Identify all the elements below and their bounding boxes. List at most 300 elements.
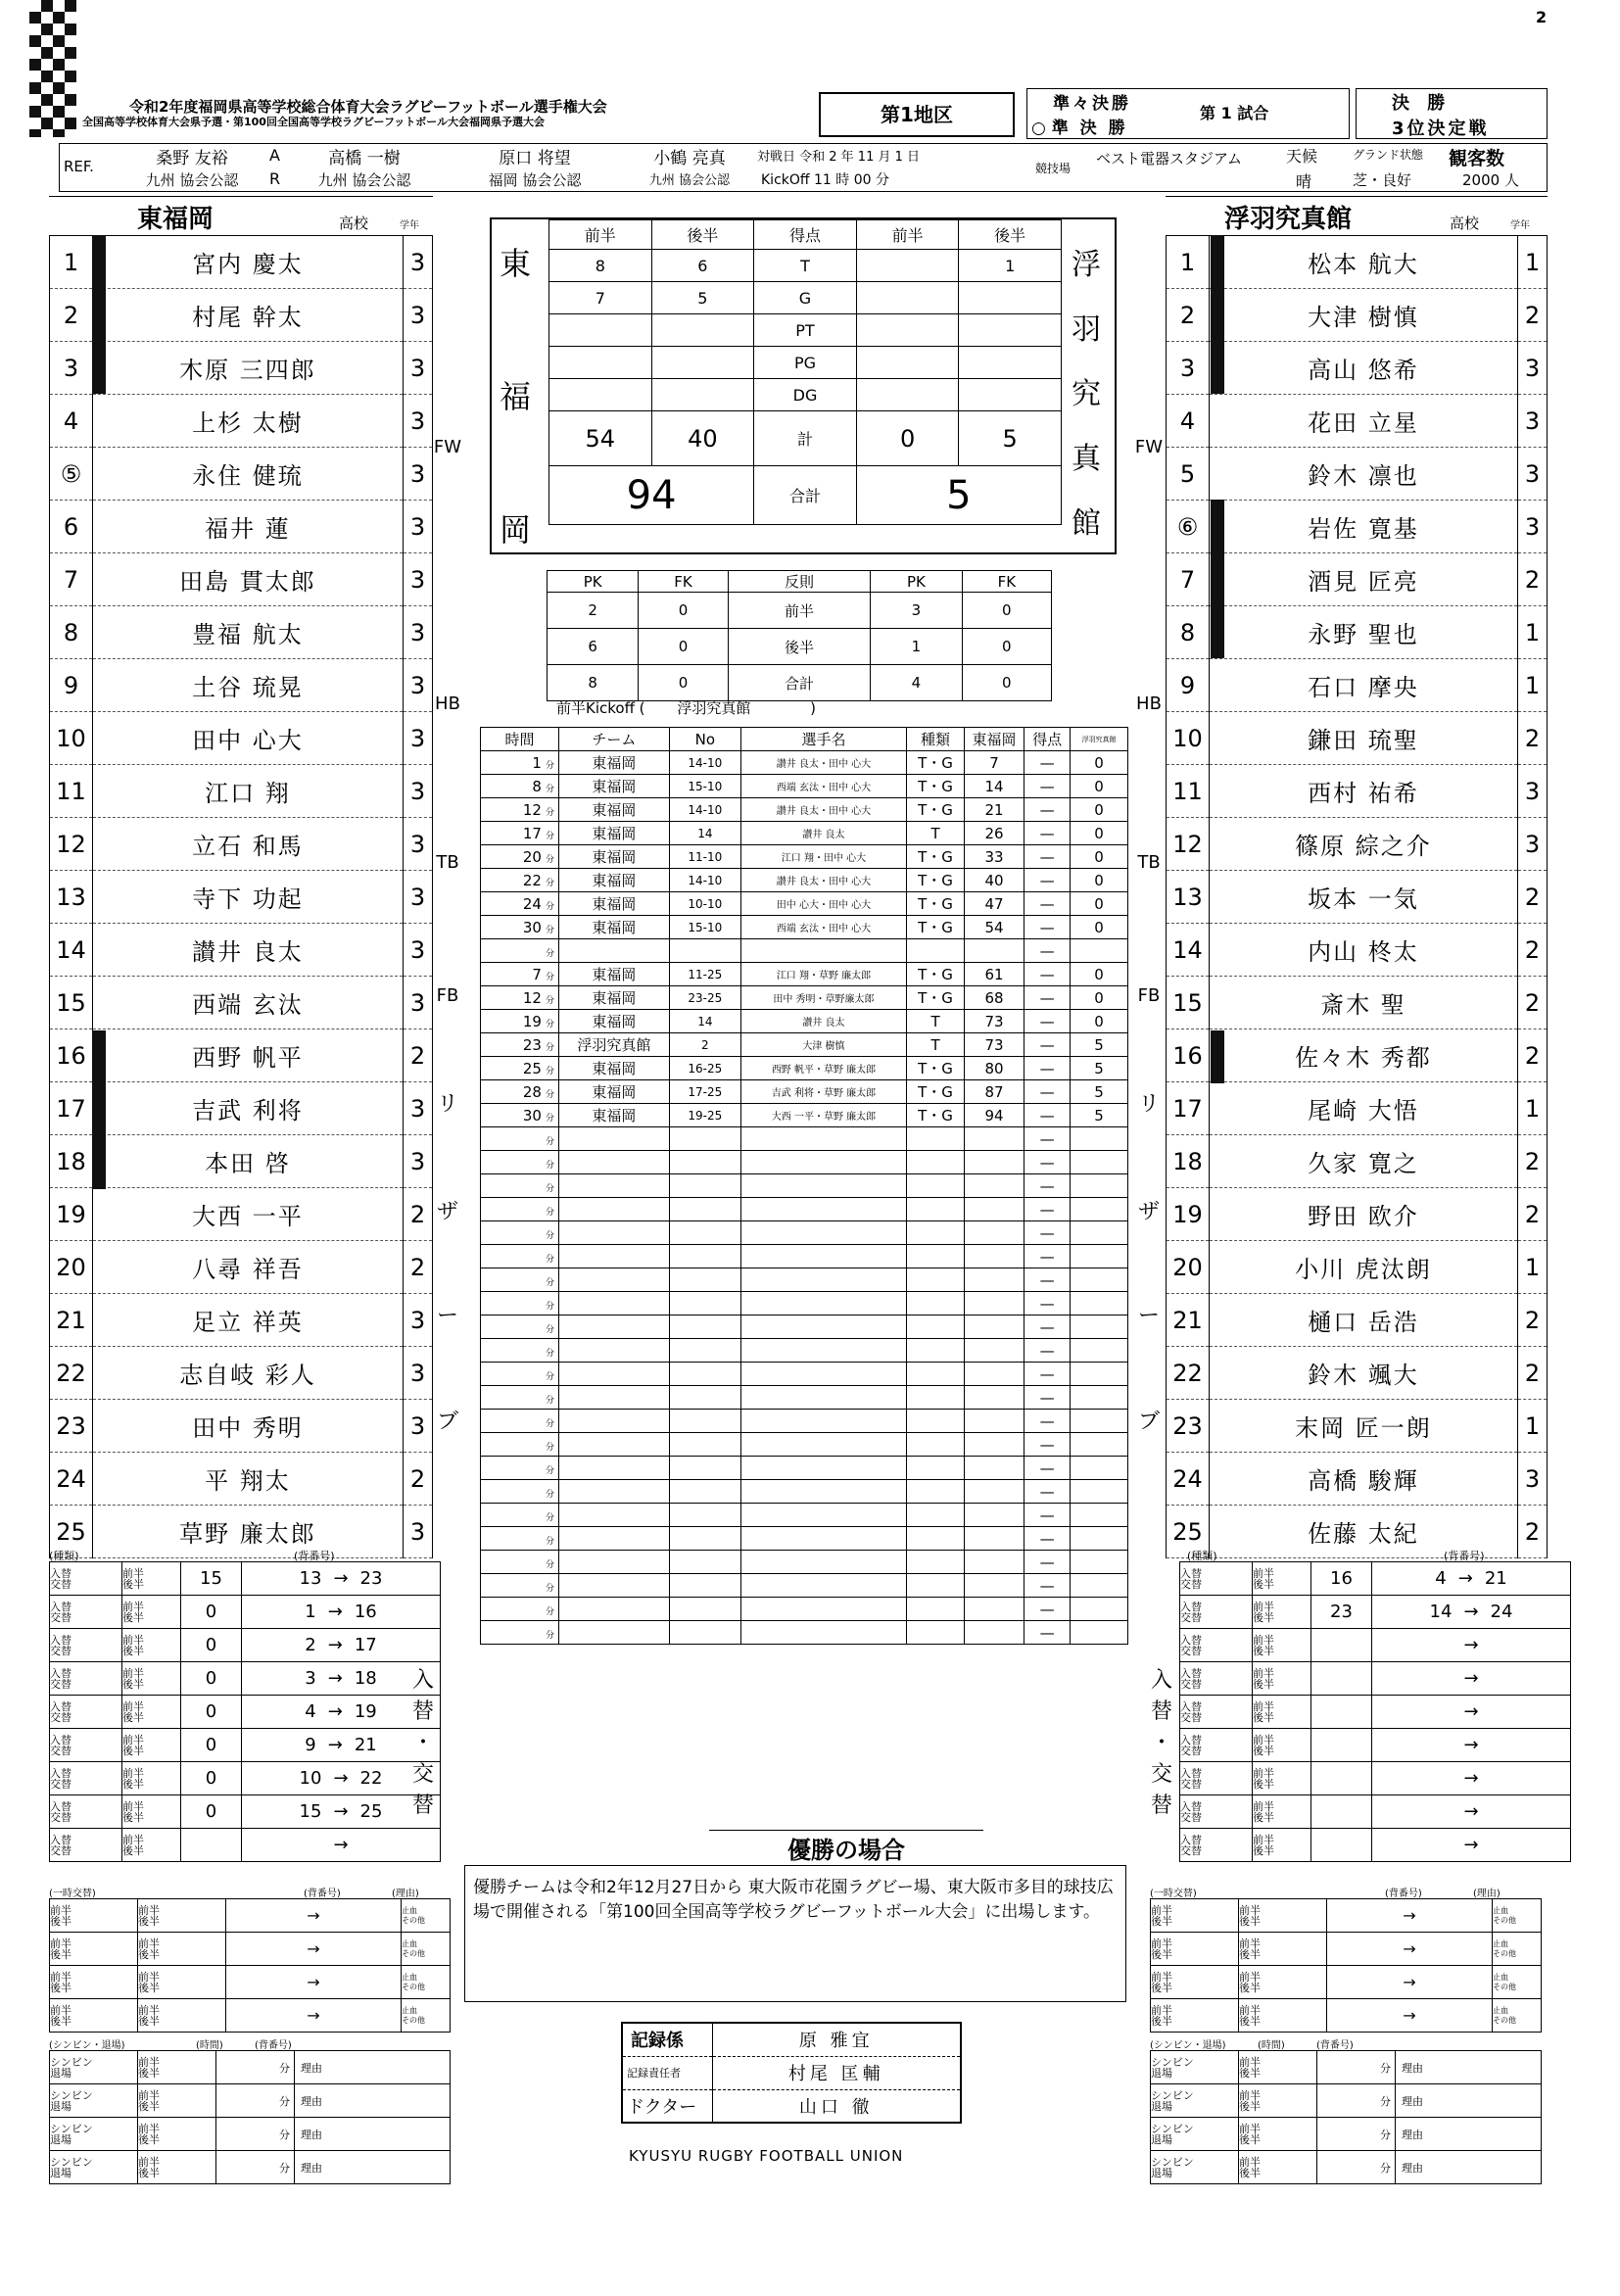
event-no — [669, 1198, 740, 1221]
sinbin-half — [138, 2151, 216, 2184]
sinbin-half — [138, 2084, 216, 2118]
player-name: 大西 一平 — [93, 1188, 404, 1241]
sendoff-label: 退場 — [50, 2132, 71, 2146]
event-time — [481, 751, 559, 775]
venue-name: ベスト電器スタジアム — [1096, 150, 1242, 167]
player-year: 3 — [1518, 395, 1548, 448]
temp-reason — [402, 1933, 451, 1966]
player-year: 1 — [1518, 1082, 1548, 1135]
enter-label: 入替 — [50, 1566, 71, 1580]
score-cell-l2 — [651, 379, 754, 411]
player-name: 讃井 良太 — [93, 924, 404, 977]
exchange-label: 交替 — [1180, 1677, 1202, 1691]
pen-head-l-pk: PK — [548, 571, 639, 593]
sub-minute: 0 — [181, 1629, 242, 1662]
temp-row — [50, 1899, 451, 1933]
event-time — [481, 1080, 559, 1104]
event-time — [481, 892, 559, 916]
sub-row — [1180, 1696, 1571, 1729]
event-dash: — — [1024, 1339, 1071, 1363]
event-no: 2 — [669, 1033, 740, 1057]
event-no — [669, 939, 740, 963]
left-team-suffix: 高校 — [339, 215, 369, 232]
player-year: 1 — [1518, 236, 1548, 289]
kickoff-label: 前半Kickoff ( — [556, 699, 645, 717]
event-team — [558, 1551, 669, 1574]
event-kind: T・G — [907, 916, 965, 939]
player-number: 24 — [50, 1453, 93, 1506]
penalty-cell-label: 前半 — [728, 593, 871, 629]
arrow-right-icon: → — [333, 1801, 349, 1822]
event-time — [481, 1551, 559, 1574]
event-players — [740, 1574, 906, 1598]
sub-row — [1180, 1596, 1571, 1629]
event-dash: — — [1024, 775, 1071, 798]
arrow-right-icon: → — [1327, 1999, 1493, 2033]
event-dash: — — [1024, 1198, 1071, 1221]
arrow-right-icon: → — [1463, 1835, 1479, 1855]
player-name: 小川 虎汰朗 — [1210, 1241, 1518, 1294]
player-year: 2 — [1518, 871, 1548, 924]
player-year: 3 — [404, 712, 433, 765]
player-name: 西村 祐希 — [1210, 765, 1518, 818]
score-row — [549, 250, 1062, 282]
second-half-label: 後半 — [122, 1843, 144, 1857]
penalty-cell-r_pk: 1 — [871, 629, 962, 665]
event-no — [669, 1504, 740, 1527]
event-l — [964, 1198, 1024, 1221]
player-number: 24 — [1167, 1453, 1210, 1506]
event-no: 19-25 — [669, 1104, 740, 1127]
sendoff-label: 退場 — [50, 2166, 71, 2179]
event-kind — [907, 1480, 965, 1504]
left-player-row — [50, 977, 433, 1029]
reason-other: その他 — [402, 1915, 425, 1925]
event-kind — [907, 1621, 965, 1645]
event-row — [481, 1221, 1128, 1245]
player-number: 18 — [50, 1135, 93, 1188]
event-time — [481, 869, 559, 892]
second-half-label: 後半 — [50, 1947, 71, 1961]
exchange-label: 交替 — [1180, 1577, 1202, 1591]
player-year: 3 — [404, 1135, 433, 1188]
sub-type — [50, 1696, 122, 1729]
player-number: 20 — [50, 1241, 93, 1294]
reason-bleeding: 止血 — [402, 1938, 417, 1948]
event-l — [964, 1551, 1024, 1574]
player-year: 3 — [404, 818, 433, 871]
doctor-name: 山口 徹 — [798, 2096, 874, 2118]
first-half-label: 前半 — [138, 2122, 160, 2135]
left-fw-label: FW — [433, 437, 462, 457]
event-row — [481, 1527, 1128, 1551]
event-players: 讃井 良太 — [740, 822, 906, 845]
event-time — [481, 1339, 559, 1363]
event-minute: 28 — [522, 1082, 542, 1101]
event-l: 68 — [964, 986, 1024, 1010]
ev-head-right: 浮羽究真館 — [1071, 728, 1128, 751]
right-player-row — [1167, 924, 1548, 977]
minute-unit: 分 — [545, 1536, 554, 1547]
arrow-right-icon: → — [327, 1635, 343, 1655]
event-team: 東福岡 — [558, 845, 669, 869]
score-cell-label: PT — [754, 314, 857, 347]
event-players: 讃井 良太・田中 心大 — [740, 751, 906, 775]
left-temp-panel — [49, 1885, 451, 2184]
sub-out-number: 2 — [305, 1635, 316, 1655]
sinbin-reason: 理由 — [295, 2084, 451, 2118]
second-half-label: 後半 — [1239, 2099, 1261, 2113]
left-side-1: 入 — [411, 1668, 434, 1693]
event-dash: — — [1024, 1080, 1071, 1104]
event-minute: 20 — [522, 847, 542, 866]
event-time — [481, 1221, 559, 1245]
right-player-row — [1167, 659, 1548, 712]
minute-unit: 分 — [545, 1042, 554, 1053]
event-team: 東福岡 — [558, 892, 669, 916]
first-half-label: 前半 — [50, 1970, 71, 1984]
event-no: 23-25 — [669, 986, 740, 1010]
first-half-label: 前半 — [1151, 2003, 1172, 2017]
player-number: 4 — [50, 395, 93, 448]
player-number: 20 — [1167, 1241, 1210, 1294]
first-half-label: 前半 — [1239, 2088, 1261, 2102]
event-players — [740, 1457, 906, 1480]
event-time — [481, 1033, 559, 1057]
sub-row — [50, 1629, 441, 1662]
right-temp-head: (一時交替) — [1150, 1889, 1197, 1899]
player-name: 宮内 慶太 — [93, 236, 404, 289]
penalty-cell-r_pk: 3 — [871, 593, 962, 629]
event-row — [481, 1621, 1128, 1645]
score-cell-l1: 7 — [549, 282, 652, 314]
event-kind — [907, 1504, 965, 1527]
sub-out-number: 3 — [305, 1668, 316, 1689]
event-l — [964, 1574, 1024, 1598]
enter-label: 入替 — [1180, 1600, 1202, 1613]
first-half-label: 前半 — [138, 2055, 160, 2069]
event-r — [1071, 1339, 1128, 1363]
temp-half-2 — [1239, 1999, 1327, 2033]
event-row — [481, 822, 1128, 845]
left-subs-type-head: (種類) — [49, 1550, 79, 1562]
event-time — [481, 1292, 559, 1315]
right-vertical-4: 真 — [1072, 442, 1101, 476]
first-half-label: 前半 — [50, 1903, 71, 1917]
reason-other: その他 — [1493, 1948, 1516, 1958]
event-r — [1071, 1363, 1128, 1386]
event-l: 14 — [964, 775, 1024, 798]
second-half-label: 後半 — [1239, 2132, 1261, 2146]
sub-halves — [122, 1729, 181, 1762]
temp-half-2 — [1239, 1933, 1327, 1966]
player-year: 3 — [1518, 342, 1548, 395]
enter-label: 入替 — [50, 1799, 71, 1813]
penalty-cell-l_fk: 0 — [639, 629, 728, 665]
score-row — [549, 282, 1062, 314]
player-year: 3 — [404, 765, 433, 818]
score-cell-l2: 6 — [651, 250, 754, 282]
player-year: 2 — [1518, 712, 1548, 765]
right-grand-total: 5 — [856, 466, 1061, 525]
temp-reason — [402, 1966, 451, 1999]
first-half-label: 前半 — [1239, 1937, 1261, 1950]
ar-label: A — [269, 146, 280, 165]
event-team: 東福岡 — [558, 963, 669, 986]
event-row — [481, 1598, 1128, 1621]
player-name: 上杉 太樹 — [93, 395, 404, 448]
score-table — [548, 219, 1062, 525]
left-player-row — [50, 501, 433, 553]
right-team-suffix: 高校 — [1450, 215, 1480, 232]
event-l — [964, 1292, 1024, 1315]
sub-in-number: 21 — [1484, 1568, 1507, 1589]
event-kind: T・G — [907, 963, 965, 986]
event-team: 東福岡 — [558, 798, 669, 822]
player-name: 西野 帆平 — [93, 1029, 404, 1082]
left-player-row — [50, 342, 433, 395]
left-reserve-bar — [92, 1030, 106, 1189]
score-cell-r1 — [856, 282, 959, 314]
arrow-right-icon: → — [1463, 1801, 1479, 1822]
right-player-row — [1167, 1294, 1548, 1347]
player-name: 吉武 利将 — [93, 1082, 404, 1135]
sinbin-label: シンビン — [50, 2055, 93, 2069]
event-l — [964, 1268, 1024, 1292]
event-no — [669, 1480, 740, 1504]
exchange-label: 交替 — [50, 1843, 71, 1857]
sinbin-row — [1151, 2051, 1542, 2084]
event-r: 0 — [1071, 845, 1128, 869]
enter-label: 入替 — [50, 1699, 71, 1713]
first-half-label: 前半 — [1253, 1799, 1274, 1813]
event-row — [481, 1551, 1128, 1574]
event-l — [964, 1457, 1024, 1480]
event-no: 14 — [669, 822, 740, 845]
temp-row — [1151, 1933, 1542, 1966]
event-team — [558, 1504, 669, 1527]
temp-half-2 — [1239, 1966, 1327, 1999]
event-l — [964, 1621, 1024, 1645]
player-number: 23 — [50, 1400, 93, 1453]
player-year: 3 — [404, 1294, 433, 1347]
round-option-qf: 準々決勝 — [1053, 94, 1131, 114]
event-row — [481, 1315, 1128, 1339]
minute-unit: 分 — [545, 760, 554, 771]
event-l — [964, 1315, 1024, 1339]
exchange-label: 交替 — [50, 1744, 71, 1757]
temp-reason — [402, 1999, 451, 2033]
event-kind: T — [907, 822, 965, 845]
event-no — [669, 1457, 740, 1480]
event-players: 讃井 良太・田中 心大 — [740, 869, 906, 892]
event-minute: 25 — [522, 1059, 542, 1077]
right-side-1: 入 — [1150, 1668, 1172, 1693]
second-half-label: 後半 — [1253, 1610, 1274, 1624]
right-side-2: 替 — [1150, 1699, 1172, 1724]
score-cell-r1 — [856, 314, 959, 347]
sinbin-type — [50, 2118, 138, 2151]
minute-unit: 分 — [545, 1512, 554, 1523]
event-dash: — — [1024, 1410, 1071, 1433]
left-sinbin-time-head: (時間) — [196, 2040, 223, 2051]
sub-minute — [1311, 1795, 1372, 1829]
minute-unit: 分 — [545, 1418, 554, 1429]
event-r — [1071, 1551, 1128, 1574]
sub-in-number: 16 — [354, 1602, 377, 1622]
right-sinbin-head: (シンビン・退場) — [1150, 2040, 1226, 2051]
enter-label: 入替 — [1180, 1633, 1202, 1647]
right-side-3: ・ — [1150, 1731, 1172, 1755]
event-players — [740, 1221, 906, 1245]
event-players — [740, 1363, 906, 1386]
temp-half-2 — [138, 1966, 226, 1999]
event-l: 33 — [964, 845, 1024, 869]
score-cell-r1 — [856, 379, 959, 411]
player-year: 3 — [404, 289, 433, 342]
first-half-label: 前半 — [1151, 1937, 1172, 1950]
event-no — [669, 1386, 740, 1410]
event-l: 54 — [964, 916, 1024, 939]
event-team — [558, 1315, 669, 1339]
reason-bleeding: 止血 — [402, 2005, 417, 2015]
event-team — [558, 1127, 669, 1151]
event-r — [1071, 1386, 1128, 1410]
minute-unit: 分 — [545, 925, 554, 935]
reason-other: その他 — [402, 1948, 425, 1958]
event-dash: — — [1024, 1363, 1071, 1386]
event-l — [964, 1151, 1024, 1174]
sub-halves — [1253, 1562, 1311, 1596]
ref-label: REF. — [64, 158, 94, 175]
event-players: 讃井 良太 — [740, 1010, 906, 1033]
event-kind — [907, 1198, 965, 1221]
left-player-row — [50, 659, 433, 712]
event-l: 7 — [964, 751, 1024, 775]
score-row — [549, 379, 1062, 411]
event-r — [1071, 1457, 1128, 1480]
right-player-row — [1167, 1347, 1548, 1400]
weather-label: 天候 — [1286, 147, 1318, 166]
event-no — [669, 1268, 740, 1292]
event-players — [740, 1527, 906, 1551]
right-vertical-5: 館 — [1072, 506, 1101, 541]
event-kind — [907, 1245, 965, 1268]
score-row — [549, 347, 1062, 379]
event-r: 0 — [1071, 751, 1128, 775]
event-r — [1071, 1292, 1128, 1315]
right-player-row — [1167, 1135, 1548, 1188]
player-number: 17 — [1167, 1082, 1210, 1135]
event-time — [481, 963, 559, 986]
player-year: 2 — [1518, 1347, 1548, 1400]
first-half-label: 前半 — [122, 1699, 144, 1713]
right-player-row — [1167, 977, 1548, 1029]
left-player-row — [50, 765, 433, 818]
sub-numbers — [242, 1629, 441, 1662]
player-name: 江口 翔 — [93, 765, 404, 818]
pen-head-r-fk: FK — [962, 571, 1051, 593]
event-time — [481, 1245, 559, 1268]
second-half-label: 後半 — [1239, 2014, 1261, 2028]
round-option-sf: 準 決 勝 — [1051, 119, 1128, 138]
player-number: 15 — [1167, 977, 1210, 1029]
score-head-r2: 後半 — [959, 220, 1062, 250]
event-no: 14-10 — [669, 751, 740, 775]
player-year: 2 — [404, 1241, 433, 1294]
sub-out-number: 10 — [299, 1768, 322, 1789]
penalty-row — [548, 665, 1052, 701]
arrow-right-icon: → — [327, 1735, 343, 1755]
exchange-label: 交替 — [50, 1577, 71, 1591]
event-r: 0 — [1071, 822, 1128, 845]
right-reserve-bar — [1211, 1030, 1224, 1083]
ar2-assoc: 福岡 協会公認 — [488, 171, 582, 189]
sub-row — [1180, 1762, 1571, 1795]
second-half-label: 後半 — [50, 1914, 71, 1928]
recorder-name: 原 雅宜 — [798, 2031, 874, 2052]
left-team-name: 東福岡 — [137, 205, 214, 234]
event-time — [481, 1104, 559, 1127]
player-year: 2 — [1518, 977, 1548, 1029]
event-l — [964, 1386, 1024, 1410]
event-r — [1071, 1574, 1128, 1598]
score-cell-l2 — [651, 347, 754, 379]
first-half-label: 前半 — [138, 2088, 160, 2102]
right-temp-reason-head: (理由) — [1473, 1889, 1501, 1899]
minute-unit: 分 — [545, 1066, 554, 1076]
score-head-l1: 前半 — [549, 220, 652, 250]
sub-minute: 0 — [181, 1596, 242, 1629]
player-name: 本田 啓 — [93, 1135, 404, 1188]
event-l: 40 — [964, 869, 1024, 892]
minute-unit: 分 — [545, 1301, 554, 1312]
left-player-row — [50, 606, 433, 659]
ev-head-time: 時間 — [481, 728, 559, 751]
right-vertical-2: 羽 — [1072, 312, 1101, 347]
sub-halves — [122, 1662, 181, 1696]
minute-unit: 分 — [545, 1348, 554, 1359]
player-name: 立石 和馬 — [93, 818, 404, 871]
event-kind: T・G — [907, 845, 965, 869]
player-name: 寺下 功起 — [93, 871, 404, 924]
sub-halves — [122, 1762, 181, 1795]
sub-row — [50, 1662, 441, 1696]
arrow-right-icon: → — [1463, 1735, 1479, 1755]
second-half-label: 後半 — [138, 1947, 160, 1961]
sub-minute: 0 — [181, 1729, 242, 1762]
first-half-label: 前半 — [122, 1666, 144, 1680]
event-l: 21 — [964, 798, 1024, 822]
player-number: 9 — [50, 659, 93, 712]
ev-head-pts: 得点 — [1024, 728, 1071, 751]
score-grand-row — [549, 466, 1062, 525]
event-r — [1071, 1527, 1128, 1551]
minute-unit: 分 — [545, 1089, 554, 1100]
left-player-row — [50, 1347, 433, 1400]
sinbin-type — [1151, 2051, 1239, 2084]
event-row — [481, 963, 1128, 986]
penalty-header-row — [548, 571, 1052, 593]
right-year-label: 学年 — [1510, 220, 1530, 231]
event-row — [481, 1268, 1128, 1292]
event-r — [1071, 1198, 1128, 1221]
first-half-label: 前半 — [1253, 1699, 1274, 1713]
arrow-right-icon: → — [333, 1568, 349, 1589]
score-cell-label: DG — [754, 379, 857, 411]
doctor-label: ドクター — [622, 2089, 712, 2123]
minute-unit: 分 — [545, 1207, 554, 1218]
